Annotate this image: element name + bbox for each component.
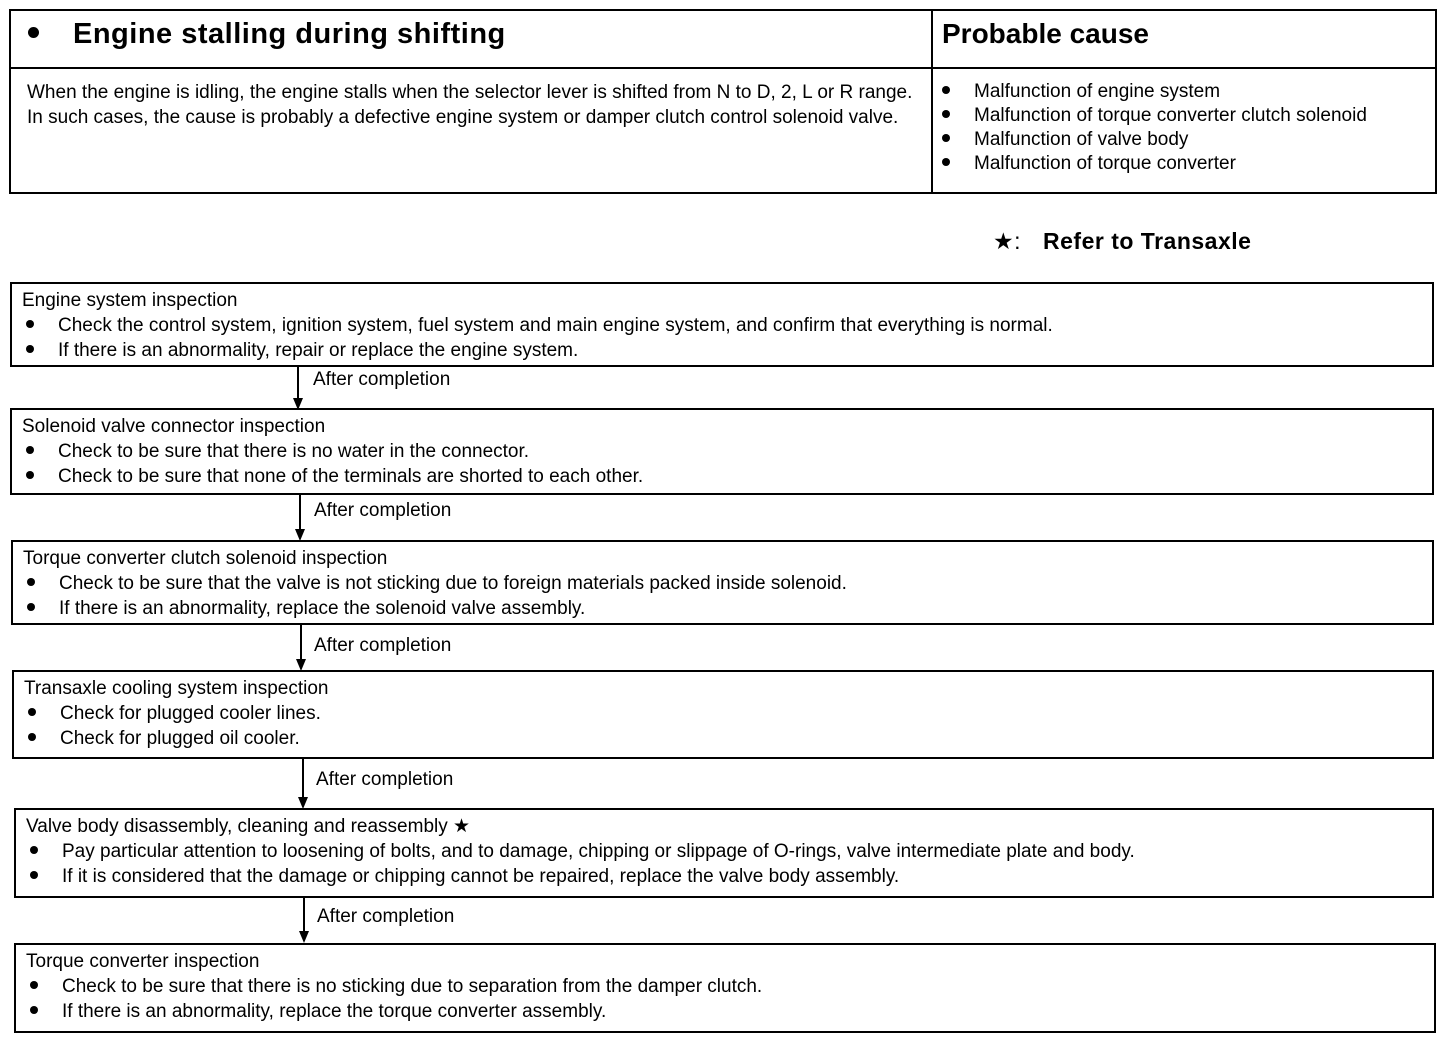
bullet-icon [30, 846, 38, 854]
bullet-icon [26, 320, 34, 328]
step-item: Check for plugged cooler lines. [24, 701, 1432, 726]
table-divider-vertical [931, 9, 933, 194]
after-completion-label: After completion [316, 769, 454, 790]
probable-cause-heading: Probable cause [942, 18, 1149, 49]
symptom-title [22, 18, 506, 51]
step-items [24, 701, 1432, 751]
down-arrow-icon [294, 495, 306, 541]
step-valve-body-disassembly [14, 808, 1434, 898]
step-engine-system-inspection [10, 282, 1434, 367]
after-completion-label: After completion [314, 635, 452, 656]
step-item: If there is an abnormality, replace the solenoid valve assembly. [23, 596, 1432, 621]
probable-cause-list [942, 80, 1367, 176]
refer-note [993, 228, 1251, 255]
step-title: Transaxle cooling system inspection [24, 678, 329, 699]
bullet-icon [942, 110, 950, 118]
symptom-description: When the engine is idling, the engine stalls when the selector lever is shifted from N to D, 2, L or R range. In such cases, the cause is probably a defective engine system or damper clutch control solenoid valve. [27, 82, 913, 128]
bullet-icon [28, 708, 36, 716]
step-items [22, 439, 1432, 489]
step-item: If it is considered that the damage or chipping cannot be repaired, replace the valve body assembly. [26, 864, 1432, 889]
step-item: Check to be sure that there is no water in the connector. [22, 439, 1432, 464]
step-items [22, 313, 1432, 363]
step-item: If there is an abnormality, repair or replace the engine system. [22, 338, 1432, 363]
step-item: If there is an abnormality, replace the torque converter assembly. [26, 999, 1434, 1024]
bullet-icon [28, 733, 36, 741]
step-item: Check for plugged oil cooler. [24, 726, 1432, 751]
step-items [26, 839, 1432, 889]
bullet-icon [942, 134, 950, 142]
down-arrow-icon [295, 625, 307, 671]
step-item: Check to be sure that the valve is not sticking due to foreign materials packed inside solenoid. [23, 571, 1432, 596]
down-arrow-icon [292, 367, 304, 410]
down-arrow-icon [298, 898, 310, 943]
bullet-icon [26, 345, 34, 353]
bullet-icon [27, 578, 35, 586]
step-transaxle-cooling-system-inspection [12, 670, 1434, 759]
star-icon: ★: [993, 228, 1022, 254]
bullet-icon [28, 27, 39, 38]
symptom-title-text: Engine stalling during shifting [73, 18, 506, 50]
step-title: Torque converter inspection [26, 951, 260, 972]
cause-item: Malfunction of engine system [942, 80, 1367, 104]
cause-item: Malfunction of torque converter clutch solenoid [942, 104, 1367, 128]
step-title: Torque converter clutch solenoid inspection [23, 548, 388, 569]
refer-note-text: Refer to Transaxle [1043, 228, 1252, 254]
down-arrow-icon [297, 759, 309, 809]
step-item: Check the control system, ignition system, fuel system and main engine system, and confirm that everything is normal. [22, 313, 1432, 338]
bullet-icon [942, 158, 950, 166]
bullet-icon [30, 871, 38, 879]
step-title: Engine system inspection [22, 290, 238, 311]
after-completion-label: After completion [314, 500, 452, 521]
bullet-icon [27, 603, 35, 611]
bullet-icon [26, 446, 34, 454]
step-solenoid-valve-connector-inspection [10, 408, 1434, 495]
cause-item: Malfunction of torque converter [942, 152, 1367, 176]
bullet-icon [26, 471, 34, 479]
step-torque-converter-inspection [14, 943, 1436, 1033]
step-items [23, 571, 1432, 621]
table-divider-horizontal [9, 67, 1437, 69]
bullet-icon [30, 981, 38, 989]
step-item: Check to be sure that none of the terminals are shorted to each other. [22, 464, 1432, 489]
cause-item: Malfunction of valve body [942, 128, 1367, 152]
bullet-icon [30, 1006, 38, 1014]
step-title: Valve body disassembly, cleaning and reassembly ★ [26, 816, 471, 837]
step-title: Solenoid valve connector inspection [22, 416, 326, 437]
step-items [26, 974, 1434, 1024]
after-completion-label: After completion [313, 369, 451, 390]
bullet-icon [942, 86, 950, 94]
step-item: Pay particular attention to loosening of bolts, and to damage, chipping or slippage of O-rings, valve intermediate plate and body. [26, 839, 1432, 864]
step-item: Check to be sure that there is no sticking due to separation from the damper clutch. [26, 974, 1434, 999]
after-completion-label: After completion [317, 906, 455, 927]
step-torque-converter-clutch-solenoid-inspection [11, 540, 1434, 625]
